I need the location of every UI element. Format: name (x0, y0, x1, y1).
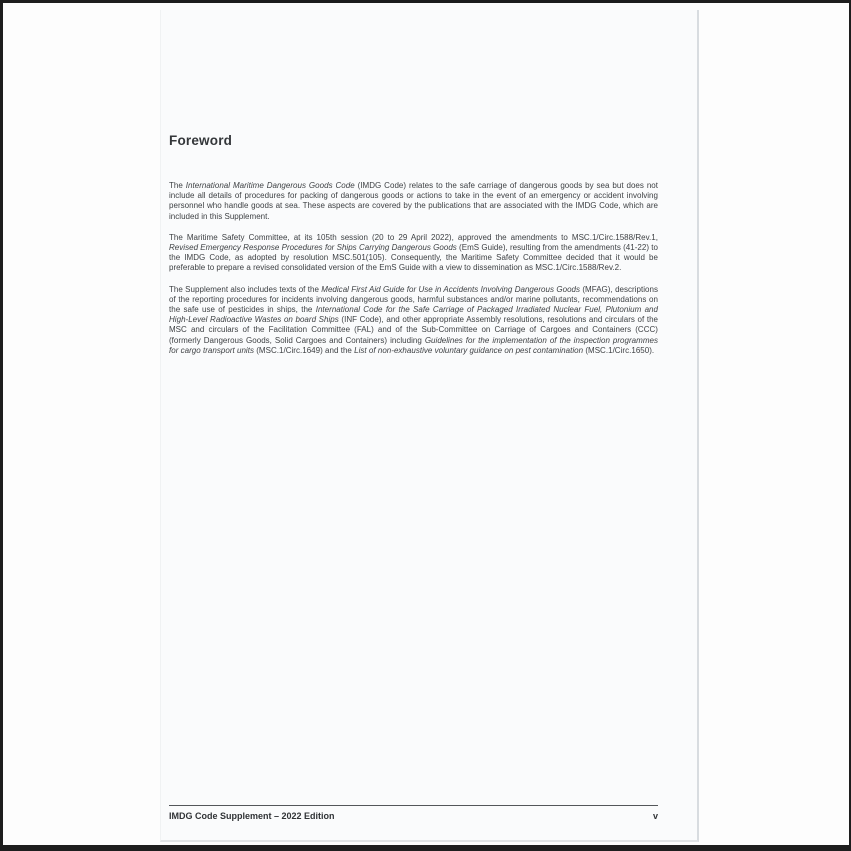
footer-page-number: v (652, 811, 658, 821)
page-footer (169, 811, 658, 821)
document-page (160, 10, 699, 842)
footer-edition-label: IMDG Code Supplement – 2022 Edition (169, 811, 335, 821)
body-text-block (169, 181, 658, 367)
body-paragraph-2: The Maritime Safety Committee, at its 105th session (20 to 29 April 2022), approved the amendments to MSC.1/Circ.1588/Rev.1, Revised Emergency Response Procedures for Ships Carrying Dangerous Goods (EmS Guide), resulting from the amendments (41-22) to the IMDG Code, as adopted by resolution MSC.501(105). Consequently, the Maritime Safety Committee decided that it would be preferable to prepare a revised consolidated version of the EmS Guide with a view to dissemination as MSC.1/Circ.1588/Rev.2. (169, 232, 658, 273)
body-paragraph-1: The International Maritime Dangerous Goods Code (IMDG Code) relates to the safe carriage of dangerous goods by sea but does not include all details of procedures for packing of dangerous goods or actions to take in the event of an emergency or accident involving personnel who handle goods at sea. These aspects are covered by the publications that are associated with the IMDG Code, which are included in this Supplement. (169, 181, 659, 221)
page-title: Foreword (169, 133, 233, 149)
footer-divider (169, 805, 658, 806)
body-paragraph-3: The Supplement also includes texts of the Medical First Aid Guide for Use in Accidents Involving Dangerous Goods (MFAG), descriptions of the reporting procedures for incidents involving dangerous goods, harmful substances and/or marine pollutants, recommendations on the safe use of pesticides in ships, the International Code for the Safe Carriage of Packaged Irradiated Nuclear Fuel, Plutonium and High-Level Radioactive Wastes on board Ships (INF Code), and other appropriate Assembly resolutions, resolutions and circulars of the MSC and circulars of the Facilitation Committee (FAL) and of the Sub-Committee on Carriage of Cargoes and Containers (CCC) (formerly Dangerous Goods, Solid Cargoes and Containers) including Guidelines for the implementation of the inspection programmes for cargo transport units (MSC.1/Circ.1649) and the List of non-exhaustive voluntary guidance on pest contamination (MSC.1/Circ.1650). (169, 284, 659, 355)
